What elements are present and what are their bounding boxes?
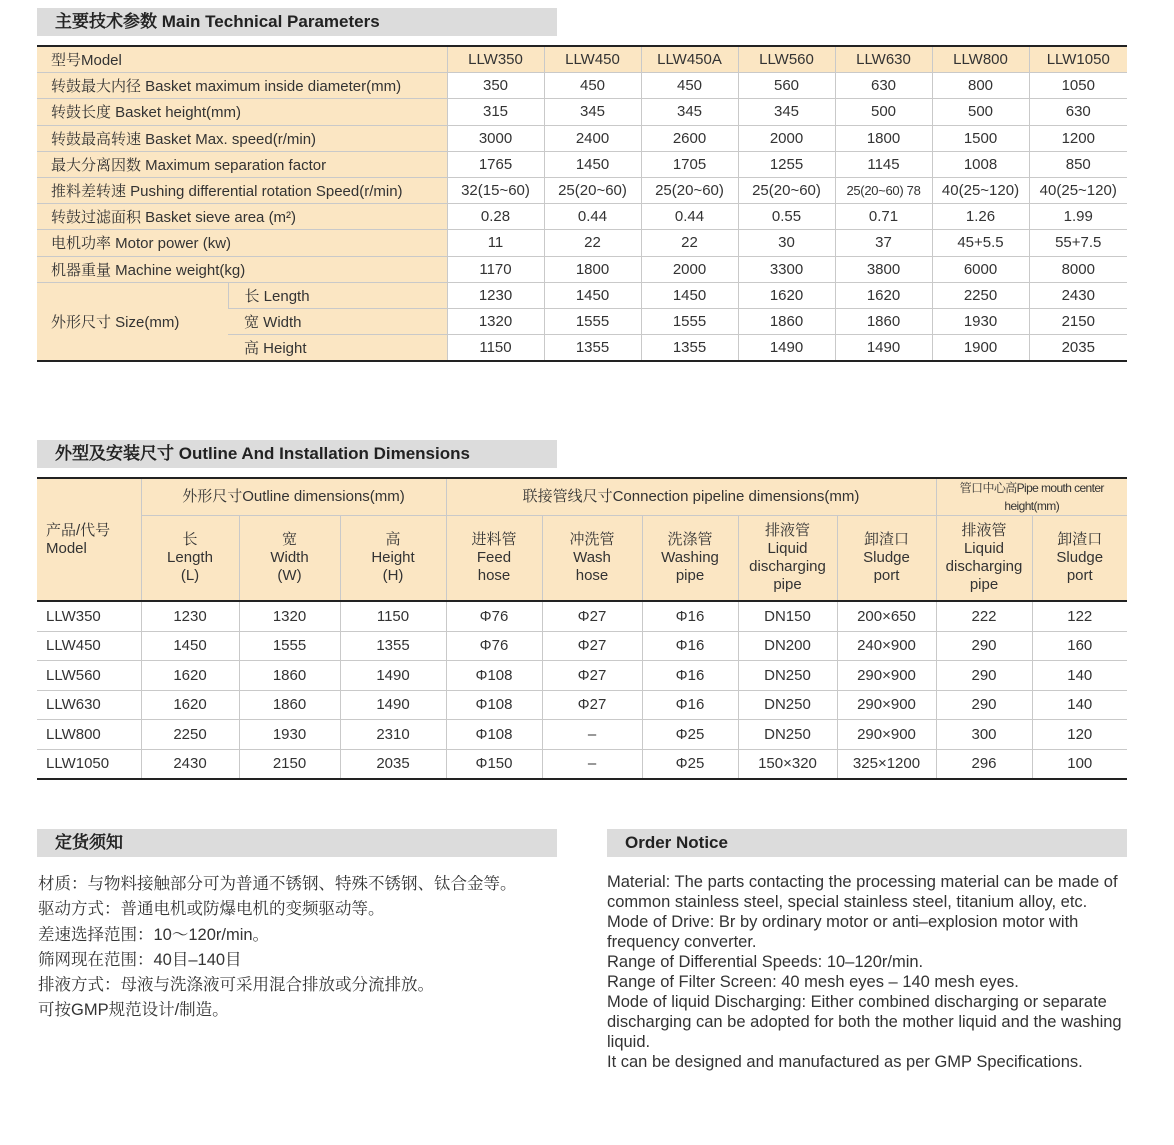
notice-cn-body (38, 872, 578, 1024)
column-header-line: (W) (277, 567, 302, 584)
size-value: 1620 (738, 282, 835, 308)
param-value: 630 (835, 73, 932, 99)
param-value: 1255 (738, 151, 835, 177)
value-cell: 122 (1032, 601, 1127, 631)
param-value: 11 (447, 230, 544, 256)
size-value: 1900 (932, 335, 1029, 362)
param-value: 0.71 (835, 204, 932, 230)
value-cell: 1150 (340, 601, 446, 631)
value-cell: DN200 (738, 631, 837, 661)
column-header-line: pipe (773, 576, 802, 593)
table-row (37, 204, 1127, 230)
column-header-line: port (873, 567, 900, 584)
notice-line: Range of Filter Screen: 40 mesh eyes – 140 mesh eyes. (607, 973, 1019, 991)
model-cell: LLW350 (37, 601, 141, 631)
notice-line: 驱动方式：普通电机或防爆电机的变频驱动等。 (38, 900, 385, 919)
size-value: 1490 (738, 335, 835, 362)
table-row (37, 230, 1127, 256)
notice-line: Range of Differential Speeds: 10–120r/min. (607, 953, 924, 971)
value-cell: Φ27 (542, 690, 642, 720)
value-cell: Φ27 (542, 631, 642, 661)
column-header (446, 516, 542, 602)
param-value: 350 (447, 73, 544, 99)
param-value: 315 (447, 99, 544, 125)
table-row (37, 151, 1127, 177)
value-cell: 100 (1032, 749, 1127, 779)
value-cell: Φ16 (642, 690, 738, 720)
group-outline: 外形尺寸Outline dimensions(mm) (141, 478, 446, 516)
param-value: 1800 (835, 125, 932, 151)
column-header-line: 洗涤管 (667, 531, 713, 548)
column-header-line: hose (477, 567, 511, 584)
size-value: 2250 (932, 282, 1029, 308)
table-row (37, 661, 1127, 691)
model-header (37, 478, 141, 601)
model-label: 型号Model (37, 46, 447, 73)
size-sub-label: 长 Length (228, 282, 447, 308)
param-value: 3300 (738, 256, 835, 282)
param-value: 1.99 (1029, 204, 1127, 230)
column-header (1032, 516, 1127, 602)
param-value: 2400 (544, 125, 641, 151)
column-header-line: discharging (945, 558, 1023, 575)
notice-en-title: Order Notice (607, 829, 1127, 857)
model-header: LLW1050 (1029, 46, 1127, 73)
column-header (542, 516, 642, 602)
value-cell: – (542, 749, 642, 779)
param-label: 转鼓长度 Basket height(mm) (37, 99, 447, 125)
value-cell: 1860 (239, 690, 340, 720)
value-cell: 140 (1032, 661, 1127, 691)
size-sub-label: 高 Height (228, 335, 447, 362)
table-row (37, 690, 1127, 720)
column-header-line: 长 (182, 531, 198, 548)
param-value: 1145 (835, 151, 932, 177)
value-cell: 160 (1032, 631, 1127, 661)
column-header-line: Width (270, 549, 309, 566)
model-header: LLW630 (835, 46, 932, 73)
param-value: 22 (544, 230, 641, 256)
notice-line: 材质：与物料接触部分可为普通不锈钢、特殊不锈钢、钛合金等。 (38, 875, 517, 893)
size-value: 1860 (835, 308, 932, 334)
table-row (37, 99, 1127, 125)
value-cell: 200×650 (837, 601, 936, 631)
column-header-line: pipe (969, 576, 999, 593)
value-cell: Φ16 (642, 661, 738, 691)
size-label: 外形尺寸 Size(mm) (37, 282, 228, 361)
value-cell: 150×320 (738, 749, 837, 779)
param-label: 最大分离因数 Maximum separation factor (37, 151, 447, 177)
column-header-line: 卸渣口 (1057, 531, 1103, 548)
param-value: 37 (835, 230, 932, 256)
column-header-line: Liquid (767, 540, 808, 557)
model-cell: LLW1050 (37, 749, 141, 779)
value-cell: 300 (936, 720, 1032, 750)
table-row (37, 282, 1127, 308)
table-row (37, 256, 1127, 282)
param-value: 30 (738, 230, 835, 256)
param-value: 8000 (1029, 256, 1127, 282)
size-sub-label: 宽 Width (228, 308, 447, 334)
param-value: 40(25~120) (1029, 177, 1127, 203)
value-cell: Φ16 (642, 631, 738, 661)
value-cell: 1355 (340, 631, 446, 661)
notice-line: It can be designed and manufactured as per GMP Specifications. (607, 1053, 1083, 1071)
table-row (37, 720, 1127, 750)
param-value: 500 (932, 99, 1029, 125)
size-value: 2430 (1029, 282, 1127, 308)
size-value: 1930 (932, 308, 1029, 334)
value-cell: 2035 (340, 749, 446, 779)
model-header: LLW560 (738, 46, 835, 73)
size-value: 1555 (544, 308, 641, 334)
column-header-line: Length (167, 549, 213, 566)
column-header-line: Height (371, 549, 415, 566)
param-value: 0.44 (544, 204, 641, 230)
column-header-line: 高 (385, 531, 401, 548)
param-value: 630 (1029, 99, 1127, 125)
group-pipe: 联接管线尺寸Connection pipeline dimensions(mm) (446, 478, 936, 516)
param-label: 转鼓过滤面积 Basket sieve area (m²) (37, 204, 447, 230)
column-header-line: (L) (180, 567, 200, 584)
value-cell: Φ27 (542, 601, 642, 631)
param-value: 345 (641, 99, 738, 125)
param-value: 2600 (641, 125, 738, 151)
value-cell: 290×900 (837, 720, 936, 750)
param-value: 345 (738, 99, 835, 125)
value-cell: 2310 (340, 720, 446, 750)
model-header: LLW800 (932, 46, 1029, 73)
value-cell: 1555 (239, 631, 340, 661)
table-header-row (37, 46, 1127, 73)
value-cell: 222 (936, 601, 1032, 631)
param-value: 3000 (447, 125, 544, 151)
model-header: LLW450A (641, 46, 738, 73)
value-cell: 1230 (141, 601, 239, 631)
value-cell: 290×900 (837, 661, 936, 691)
value-cell: 1320 (239, 601, 340, 631)
param-value: 1200 (1029, 125, 1127, 151)
model-header-line: Model (46, 539, 87, 557)
size-value: 1450 (641, 282, 738, 308)
notice-cn-title: 定货须知 (37, 829, 557, 857)
column-header-line: port (1066, 567, 1093, 584)
param-value: 32(15~60) (447, 177, 544, 203)
table-row (37, 601, 1127, 631)
value-cell: Φ25 (642, 720, 738, 750)
model-cell: LLW800 (37, 720, 141, 750)
size-value: 1150 (447, 335, 544, 362)
value-cell: 296 (936, 749, 1032, 779)
param-value: 40(25~120) (932, 177, 1029, 203)
column-header (738, 516, 837, 602)
column-header (340, 516, 446, 602)
param-label: 机器重量 Machine weight(kg) (37, 256, 447, 282)
model-header: LLW450 (544, 46, 641, 73)
value-cell: Φ108 (446, 661, 542, 691)
value-cell: 1620 (141, 661, 239, 691)
value-cell: – (542, 720, 642, 750)
param-value: 450 (641, 73, 738, 99)
param-label: 转鼓最大内径 Basket maximum inside diameter(mm) (37, 73, 447, 99)
notice-line: 排液方式：母液与洗涤液可采用混合排放或分流排放。 (38, 976, 434, 995)
size-value: 2035 (1029, 335, 1127, 362)
value-cell: 2150 (239, 749, 340, 779)
model-cell: LLW450 (37, 631, 141, 661)
param-label: 电机功率 Motor power (kw) (37, 230, 447, 256)
column-header-line: hose (575, 567, 609, 584)
value-cell: 120 (1032, 720, 1127, 750)
size-value: 1230 (447, 282, 544, 308)
value-cell: DN250 (738, 690, 837, 720)
column-header-line: Washing (661, 549, 719, 566)
param-value: 25(20~60) (738, 177, 835, 203)
size-value: 1860 (738, 308, 835, 334)
column-header-line: 冲洗管 (569, 531, 615, 548)
value-cell: 290 (936, 631, 1032, 661)
param-value: 800 (932, 73, 1029, 99)
table-row (37, 749, 1127, 779)
param-value: 1705 (641, 151, 738, 177)
value-cell: Φ150 (446, 749, 542, 779)
value-cell: Φ76 (446, 601, 542, 631)
value-cell: 325×1200 (837, 749, 936, 779)
value-cell: Φ16 (642, 601, 738, 631)
param-value: 0.28 (447, 204, 544, 230)
param-value: 22 (641, 230, 738, 256)
model-header-line: 产品/代号 (46, 521, 111, 539)
size-value: 1355 (641, 335, 738, 362)
param-value: 560 (738, 73, 835, 99)
value-cell: 290×900 (837, 690, 936, 720)
size-value: 1355 (544, 335, 641, 362)
notice-en-body (607, 872, 1127, 1072)
param-value: 6000 (932, 256, 1029, 282)
value-cell: DN250 (738, 661, 837, 691)
param-value: 2000 (641, 256, 738, 282)
model-cell: LLW560 (37, 661, 141, 691)
notice-line: 差速选择范围：10～120r/min。 (38, 925, 270, 944)
column-header-line: 宽 (281, 531, 297, 548)
table-row (37, 631, 1127, 661)
column-header-line: Liquid (963, 540, 1005, 557)
param-value: 1450 (544, 151, 641, 177)
value-cell: 1930 (239, 720, 340, 750)
value-cell: Φ27 (542, 661, 642, 691)
tech-params-title: 主要技术参数 Main Technical Parameters (37, 8, 557, 36)
size-value: 1555 (641, 308, 738, 334)
table-row (37, 177, 1127, 203)
param-value: 2000 (738, 125, 835, 151)
notice-line: Mode of Drive: Br by ordinary motor or anti–explosion motor with frequency converter. (607, 913, 1079, 951)
value-cell: Φ25 (642, 749, 738, 779)
param-value: 45+5.5 (932, 230, 1029, 256)
column-header-line: Feed (476, 549, 512, 566)
notice-line: 可按GMP规范设计/制造。 (38, 1001, 229, 1020)
column-header-line: Sludge (1056, 549, 1104, 566)
param-value: 0.44 (641, 204, 738, 230)
value-cell: DN150 (738, 601, 837, 631)
value-cell: 1490 (340, 661, 446, 691)
param-value: 850 (1029, 151, 1127, 177)
size-value: 2150 (1029, 308, 1127, 334)
outline-table (37, 477, 1127, 780)
model-header: LLW350 (447, 46, 544, 73)
param-value: 1.26 (932, 204, 1029, 230)
table-row (37, 73, 1127, 99)
header-columns-row (37, 516, 1127, 602)
param-value: 500 (835, 99, 932, 125)
value-cell: 2430 (141, 749, 239, 779)
param-value: 1765 (447, 151, 544, 177)
column-header-line: Wash (573, 549, 611, 566)
column-header-line: 卸渣口 (863, 531, 909, 548)
value-cell: Φ108 (446, 720, 542, 750)
value-cell: 1450 (141, 631, 239, 661)
notice-line: 筛网现在范围：40目–140目 (38, 950, 242, 969)
table-row (37, 125, 1127, 151)
value-cell: 2250 (141, 720, 239, 750)
param-value: 25(20~60) 78 (835, 177, 932, 203)
value-cell: DN250 (738, 720, 837, 750)
value-cell: Φ76 (446, 631, 542, 661)
value-cell: 240×900 (837, 631, 936, 661)
column-header-line: Sludge (863, 549, 910, 566)
column-header-line: discharging (749, 558, 826, 575)
param-label: 推料差转速 Pushing differential rotation Speed(r/min) (37, 177, 447, 203)
group-height: 管口中心高Pipe mouth center height(mm) (936, 478, 1127, 516)
value-cell: Φ108 (446, 690, 542, 720)
param-value: 1500 (932, 125, 1029, 151)
size-value: 1620 (835, 282, 932, 308)
outline-title: 外型及安装尺寸 Outline And Installation Dimensions (37, 440, 557, 468)
column-header (642, 516, 738, 602)
param-value: 0.55 (738, 204, 835, 230)
column-header-line: 进料管 (471, 531, 517, 548)
value-cell: 290 (936, 690, 1032, 720)
value-cell: 290 (936, 661, 1032, 691)
value-cell: 140 (1032, 690, 1127, 720)
param-value: 450 (544, 73, 641, 99)
notice-line: Mode of liquid Discharging: Either combined discharging or separate discharging can be adopted for both the mother liquid and the washing liquid. (607, 993, 1122, 1051)
model-cell: LLW630 (37, 690, 141, 720)
column-header (239, 516, 340, 602)
column-header-line: 排液管 (961, 522, 1007, 539)
column-header (141, 516, 239, 602)
notice-line: Material: The parts contacting the processing material can be made of common stainless steel, special stainless steel, titanium alloy, etc. (607, 873, 1118, 911)
value-cell: 1860 (239, 661, 340, 691)
column-header-line: (H) (382, 567, 404, 584)
value-cell: 1490 (340, 690, 446, 720)
column-header-line: 排液管 (764, 522, 810, 539)
column-header (936, 516, 1032, 602)
param-value: 25(20~60) (544, 177, 641, 203)
param-value: 1050 (1029, 73, 1127, 99)
param-value: 1170 (447, 256, 544, 282)
param-value: 1800 (544, 256, 641, 282)
size-value: 1450 (544, 282, 641, 308)
column-header-line: pipe (675, 567, 705, 584)
tech-params-table (37, 45, 1127, 362)
size-value: 1490 (835, 335, 932, 362)
column-header (837, 516, 936, 602)
header-group-row (37, 478, 1127, 516)
param-value: 25(20~60) (641, 177, 738, 203)
size-value: 1320 (447, 308, 544, 334)
value-cell: 1620 (141, 690, 239, 720)
param-value: 345 (544, 99, 641, 125)
param-value: 3800 (835, 256, 932, 282)
param-label: 转鼓最高转速 Basket Max. speed(r/min) (37, 125, 447, 151)
param-value: 1008 (932, 151, 1029, 177)
param-value: 55+7.5 (1029, 230, 1127, 256)
